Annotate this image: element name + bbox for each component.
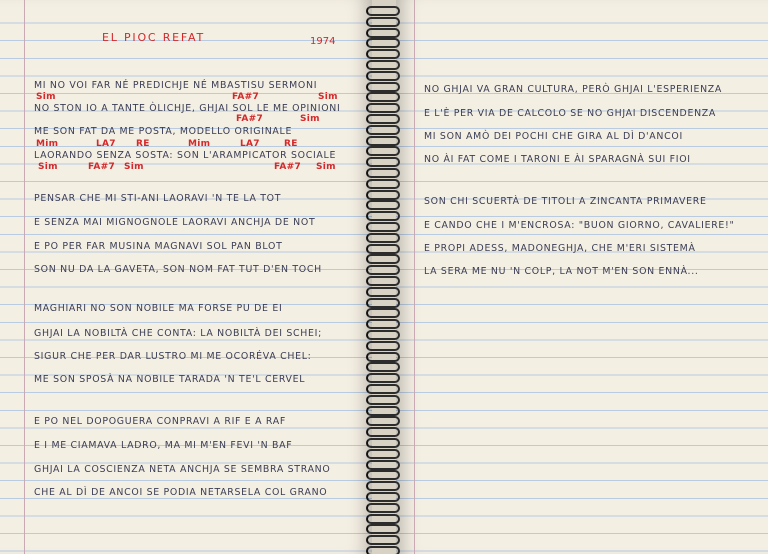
- spiral-ring: [366, 438, 400, 448]
- verse-line: E L'È PER VIA DE CALCOLO SE NO GHJAI DISCENDENZA: [424, 108, 717, 119]
- right-margin-line: [414, 0, 415, 554]
- verse-line: NO STON IO A TANTE ÒLICHJE, GHJAI SOL LE ME OPINIONI: [34, 103, 341, 114]
- left-page: [0, 0, 372, 554]
- spiral-ring: [366, 125, 400, 135]
- verse-line: MAGHIARI NO SON NOBILE MA FORSE PU DE EI: [34, 303, 283, 314]
- chord-mark: LA7: [96, 139, 116, 149]
- verse-line: CHE AL DÌ DE ANCOI SE PODIA NETARSELA COL GRANO: [34, 487, 328, 498]
- right-page: [396, 0, 768, 554]
- spiral-ring: [366, 136, 400, 146]
- chord-mark: Sim: [36, 92, 56, 102]
- spiral-ring: [366, 427, 400, 437]
- spiral-ring: [366, 190, 400, 200]
- chord-mark: FA#7: [88, 162, 116, 172]
- spiral-ring: [366, 298, 400, 308]
- spiral-ring: [366, 524, 400, 534]
- spiral-ring: [366, 17, 400, 27]
- spiral-ring: [366, 276, 400, 286]
- verse-line: SON CHI SCUERTÀ DE TITOLI A ZINCANTA PRIMAVERE: [424, 196, 707, 207]
- spiral-ring: [366, 449, 400, 459]
- chord-mark: RE: [136, 139, 150, 149]
- verse-line: LAORANDO SENZA SOSTA: SON L'ARAMPICATOR SOCIALE: [34, 150, 337, 161]
- spiral-ring: [366, 384, 400, 394]
- spiral-ring: [366, 470, 400, 480]
- spiral-ring: [366, 254, 400, 264]
- spiral-ring: [366, 82, 400, 92]
- spiral-ring: [366, 103, 400, 113]
- spiral-ring: [366, 460, 400, 470]
- spiral-ring: [366, 362, 400, 372]
- verse-line: E SENZA MAI MIGNOGNOLE LAORAVI ANCHJA DE NOT: [34, 217, 316, 228]
- spiral-ring: [366, 514, 400, 524]
- spiral-ring: [366, 146, 400, 156]
- spiral-ring: [366, 341, 400, 351]
- verse-line: E I ME CIAMAVA LADRO, MA MI M'EN FEVI 'N BAF: [34, 440, 293, 451]
- spiral-ring: [366, 114, 400, 124]
- verse-line: PENSAR CHE MI STI-ANI LAORAVI 'N TE LA TOT: [34, 193, 282, 204]
- chord-mark: Sim: [316, 162, 336, 172]
- spiral-ring: [366, 244, 400, 254]
- verse-line: NO ÀI FAT COME I TARONI E ÀI SPARAGNÀ SUI FIOI: [424, 154, 691, 165]
- verse-line: ME SON FAT DA ME POSTA, MODELLO ORIGINALE: [34, 126, 293, 137]
- spiral-ring: [366, 179, 400, 189]
- spiral-ring: [366, 49, 400, 59]
- verse-line: MI SON AMÒ DEI POCHI CHE GIRA AL DÌ D'ANCOI: [424, 131, 683, 142]
- chord-mark: Sim: [124, 162, 144, 172]
- verse-line: MI NO VOI FAR NÉ PREDICHJE NÉ MBASTISU SERMONI: [34, 80, 318, 91]
- spiral-ring: [366, 481, 400, 491]
- verse-line: NO GHJAI VA GRAN CULTURA, PERÒ GHJAI L'ESPERIENZA: [424, 84, 723, 95]
- verse-line: GHJAI LA NOBILTÀ CHE CONTA: LA NOBILTÀ DEI SCHEI;: [34, 328, 322, 339]
- spiral-ring: [366, 287, 400, 297]
- verse-line: SIGUR CHE PER DAR LUSTRO MI ME OCORÉVA CHEL:: [34, 351, 312, 362]
- spiral-ring: [366, 71, 400, 81]
- song-title: EL PIOC REFAT: [102, 31, 205, 44]
- chord-mark: Mim: [36, 139, 59, 149]
- spiral-ring: [366, 6, 400, 16]
- verse-line: E PO PER FAR MUSINA MAGNAVI SOL PAN BLOT: [34, 241, 283, 252]
- verse-line: E PROPI ADESS, MADONEGHJA, CHE M'ERI SISTEMÀ: [424, 243, 696, 254]
- spiral-ring: [366, 60, 400, 70]
- verse-line: LA SERA ME NU 'N COLP, LA NOT M'EN SON ENNÀ...: [424, 266, 699, 277]
- spiral-ring: [366, 330, 400, 340]
- spiral-ring: [366, 233, 400, 243]
- spiral-binding: [360, 0, 408, 554]
- spiral-ring: [366, 373, 400, 383]
- verse-line: SON NU DA LA GAVETA, SON NOM FAT TUT D'EN TOCH: [34, 264, 322, 275]
- chord-mark: FA#7: [274, 162, 302, 172]
- spiral-ring: [366, 28, 400, 38]
- spiral-ring: [366, 395, 400, 405]
- verse-line: GHJAI LA COSCIENZA NETA ANCHJA SE SEMBRA STRANO: [34, 464, 331, 475]
- spiral-ring: [366, 406, 400, 416]
- spiral-ring: [366, 352, 400, 362]
- chord-mark: Sim: [300, 114, 320, 124]
- spiral-ring: [366, 535, 400, 545]
- spiral-ring: [366, 211, 400, 221]
- left-margin-line: [24, 0, 25, 554]
- spiral-ring: [366, 503, 400, 513]
- spiral-ring: [366, 168, 400, 178]
- chord-mark: Sim: [38, 162, 58, 172]
- spiral-ring: [366, 222, 400, 232]
- spiral-ring: [366, 416, 400, 426]
- chord-mark: FA#7: [232, 92, 260, 102]
- spiral-ring: [366, 308, 400, 318]
- chord-mark: FA#7: [236, 114, 264, 124]
- spiral-ring: [366, 92, 400, 102]
- chord-mark: LA7: [240, 139, 260, 149]
- spiral-ring: [366, 319, 400, 329]
- chord-mark: RE: [284, 139, 298, 149]
- spiral-ring: [366, 265, 400, 275]
- spiral-ring: [366, 157, 400, 167]
- spiral-ring: [366, 546, 400, 554]
- song-year: 1974: [310, 36, 336, 47]
- chord-mark: Mim: [188, 139, 211, 149]
- spiral-ring: [366, 492, 400, 502]
- spiral-ring: [366, 38, 400, 48]
- spiral-ring: [366, 200, 400, 210]
- chord-mark: Sim: [318, 92, 338, 102]
- verse-line: E CANDO CHE I M'ENCROSA: "BUON GIORNO, CAVALIERE!": [424, 220, 735, 231]
- verse-line: ME SON SPOSÀ NA NOBILE TARADA 'N TE'L CERVEL: [34, 374, 306, 385]
- verse-line: E PO NEL DOPOGUERA CONPRAVI A RIF E A RAF: [34, 416, 286, 427]
